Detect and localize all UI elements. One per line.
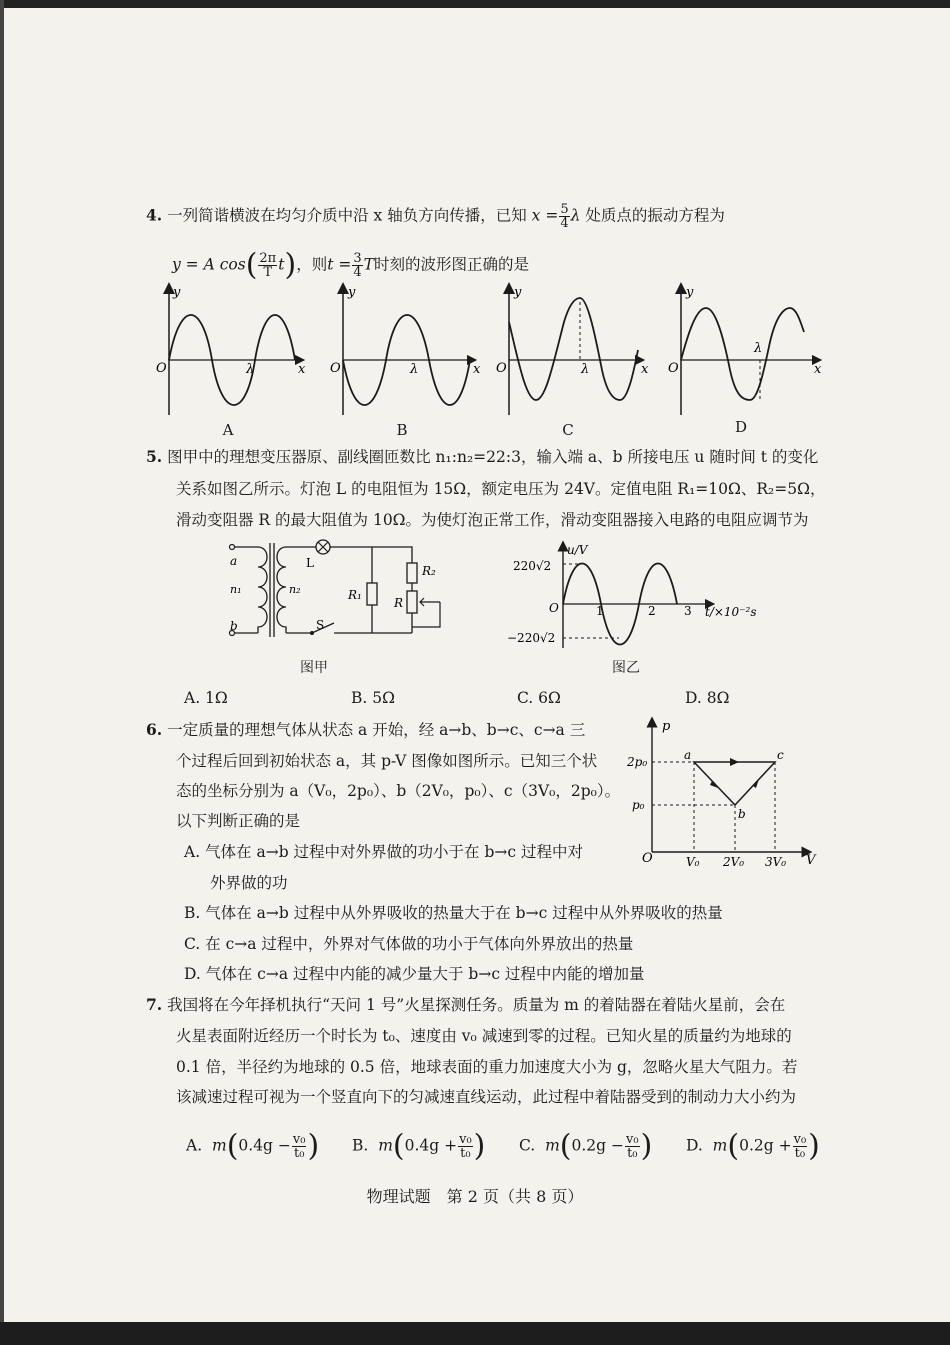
- circuit-label-n2: n₂: [289, 583, 301, 596]
- q6-point-a: a: [684, 748, 692, 762]
- q4-eq-fraction: [258, 252, 277, 279]
- q4-text4: 时刻的波形图正确的是: [373, 255, 529, 274]
- q6-option-a-line1: A. 气体在 a→b 过程中对外界做的功小于在 b→c 过程中对: [184, 843, 583, 861]
- q7-b-m: m: [378, 1136, 393, 1155]
- paren-left: (: [226, 1128, 239, 1164]
- q5-line3: 滑动变阻器 R 的最大阻值为 10Ω。为使灯泡正常工作，滑动变阻器接入电路的电阻应调节为: [176, 511, 809, 529]
- scan-edge-top: [0, 0, 950, 8]
- q4-d-origin: O: [668, 361, 679, 376]
- q4-a-lambda: λ: [246, 362, 255, 377]
- q4-b-lambda: λ: [410, 362, 419, 377]
- paren-right: ): [640, 1128, 653, 1164]
- paren-right: ): [808, 1128, 820, 1164]
- q6-origin: O: [642, 851, 653, 866]
- q7-option-a: [186, 1128, 320, 1164]
- q7-option-d: [686, 1128, 820, 1164]
- q6-tick-v0: V₀: [686, 855, 700, 869]
- q5-caption-yi: 图乙: [612, 660, 640, 676]
- q4-a-y-label: y: [173, 285, 181, 300]
- q7-a-num: v₀: [292, 1132, 306, 1147]
- q4-t-frac-num: 3: [353, 251, 362, 266]
- q4-option-b: B: [396, 421, 408, 439]
- q4-graph-d: [668, 285, 822, 415]
- q6-number: 6.: [146, 720, 163, 739]
- q7-option-b: [352, 1128, 486, 1164]
- q7-number: 7.: [146, 995, 163, 1014]
- q4-b-x-label: x: [473, 362, 481, 377]
- q4-t-fraction: [352, 252, 362, 279]
- q5-circuit-diagram: [222, 535, 452, 645]
- q5-graph-ylabel: u/V: [567, 543, 588, 557]
- q4-eq-frac-num: 2π: [259, 251, 277, 266]
- q4-x-eq: x =: [531, 206, 559, 225]
- q4-lambda: λ: [570, 206, 581, 225]
- q6-line1: [146, 720, 585, 740]
- circuit-label-R: R: [394, 596, 404, 610]
- q4-c-x-label: x: [641, 362, 649, 377]
- q7-d-den: t₀: [794, 1146, 806, 1161]
- q6-line3: 态的坐标分别为 a（V₀，2p₀）、b（2V₀，p₀）、c（3V₀，2p₀）。: [176, 782, 621, 800]
- paren-left: (: [727, 1128, 740, 1164]
- q4-option-c: C: [562, 421, 574, 439]
- paren-left: (: [559, 1128, 572, 1164]
- q6-tick-2v0: 2V₀: [723, 855, 745, 869]
- q7-a-den: t₀: [293, 1146, 305, 1161]
- q4-frac-num: 5: [560, 202, 569, 217]
- q7-d-frac: [793, 1133, 808, 1160]
- q5-graph-tick-3: 3: [684, 604, 692, 618]
- scan-edge-bottom: [0, 1322, 950, 1345]
- q7-a-letter: A.: [186, 1136, 203, 1155]
- q5-option-c: C. 6Ω: [517, 689, 561, 707]
- q7-c-frac: [625, 1133, 640, 1160]
- q4-option-a: A: [222, 421, 234, 439]
- q6-tick-p0: p₀: [632, 798, 645, 812]
- paren-right: ): [473, 1128, 486, 1164]
- q6-line1-text: 一定质量的理想气体从状态 a 开始，经 a→b、b→c、c→a 三: [167, 721, 586, 739]
- q5-line2: 关系如图乙所示。灯泡 L 的电阻恒为 15Ω，额定电压为 24V。定值电阻 R₁=10Ω、R₂=5Ω，: [176, 480, 826, 498]
- q4-line1: [146, 203, 725, 230]
- q7-d-letter: D.: [686, 1136, 703, 1155]
- q4-graph-b: [330, 285, 481, 415]
- paren-left: (: [245, 247, 258, 283]
- q4-c-origin: O: [496, 361, 507, 376]
- q4-eq-y: y = A cos: [172, 255, 246, 274]
- q4-graph-c: [496, 285, 649, 415]
- circuit-label-a: a: [230, 554, 238, 568]
- q5-graph-tick-2: 2: [648, 604, 656, 618]
- q7-line4: 该减速过程可视为一个竖直向下的匀减速直线运动，此过程中着陆器受到的制动力大小约为: [176, 1088, 797, 1106]
- q6-line2: 个过程后回到初始状态 a，其 p-V 图像如图所示。已知三个状: [176, 752, 598, 770]
- q4-graph-a: [156, 285, 306, 415]
- q6-option-b: B. 气体在 a→b 过程中从外界吸收的热量大于在 b→c 过程中从外界吸收的热量: [184, 904, 723, 922]
- q7-line3: 0.1 倍，半径约为地球的 0.5 倍，地球表面的重力加速度大小为 g，忽略火星大气阻力。若: [176, 1058, 798, 1076]
- circuit-label-b: b: [230, 619, 238, 633]
- q4-eq-t: t: [278, 255, 285, 274]
- q7-line2: 火星表面附近经历一个时长为 t₀、速度由 v₀ 减速到零的过程。已知火星的质量约为地球的: [176, 1027, 792, 1045]
- q4-line2: [172, 247, 529, 283]
- q7-a-inner: 0.4g −: [238, 1136, 291, 1155]
- q7-b-letter: B.: [352, 1136, 369, 1155]
- q4-a-origin: O: [156, 361, 167, 376]
- page-footer: 物理试题 第 2 页（共 8 页）: [366, 1187, 584, 1206]
- q7-option-c: [519, 1128, 653, 1164]
- q4-text3: ，则: [296, 255, 328, 274]
- q5-graph-tick-1: 1: [596, 604, 604, 618]
- q4-frac-den: 4: [560, 216, 569, 231]
- q7-a-m: m: [211, 1136, 227, 1155]
- q6-tick-2p0: 2p₀: [627, 755, 648, 769]
- q4-t-frac-den: 4: [353, 265, 362, 280]
- q7-b-den: t₀: [460, 1146, 471, 1161]
- q5-caption-jia: 图甲: [300, 660, 328, 676]
- q4-b-origin: O: [330, 361, 341, 376]
- q4-c-y-label: y: [514, 285, 522, 300]
- q7-d-m: m: [712, 1136, 728, 1155]
- paren-left: (: [392, 1128, 405, 1164]
- q4-t-eq: t =: [327, 255, 352, 274]
- q7-b-frac: [458, 1133, 473, 1160]
- q4-text1: 一列简谐横波在均匀介质中沿 x 轴负方向传播，已知: [167, 206, 527, 225]
- q4-option-d: D: [734, 418, 748, 436]
- q4-text2: 处质点的振动方程为: [585, 206, 725, 225]
- q4-d-y-label: y: [686, 285, 694, 300]
- q4-wave-graphs: [140, 280, 840, 420]
- q5-number: 5.: [146, 447, 163, 466]
- q4-b-y-label: y: [348, 285, 356, 300]
- q5-graph-ymin: −220√2: [507, 631, 556, 645]
- q5-graph-origin: O: [549, 601, 559, 615]
- q6-option-c: C. 在 c→a 过程中，外界对气体做的功小于气体向外界放出的热量: [184, 935, 634, 953]
- q7-c-letter: C.: [519, 1136, 536, 1155]
- q4-number: 4.: [146, 205, 163, 225]
- q7-c-inner: 0.2g −: [571, 1136, 625, 1155]
- q6-axis-V: V: [806, 853, 816, 868]
- q4-t-T: T: [363, 255, 374, 274]
- q5-line1-text: 图甲中的理想变压器原、副线圈匝数比 n₁:n₂=22:3，输入端 a、b 所接电压 u 随时间 t 的变化: [167, 448, 819, 466]
- circuit-label-L: L: [306, 556, 314, 570]
- q6-point-b: b: [738, 807, 746, 821]
- q6-pv-diagram: [622, 712, 822, 872]
- paren-right: ): [284, 247, 297, 283]
- paren-right: ): [307, 1128, 320, 1164]
- q7-b-inner: 0.4g +: [404, 1136, 458, 1155]
- q4-eq-frac-den: T: [263, 265, 273, 280]
- q5-option-d: D. 8Ω: [685, 689, 730, 707]
- q5-voltage-graph: [505, 540, 775, 650]
- q5-option-a: A. 1Ω: [184, 689, 228, 707]
- q6-option-a-line2: 外界做的功: [210, 874, 288, 892]
- q6-point-c: c: [777, 748, 784, 762]
- circuit-label-R2: R₂: [422, 564, 436, 578]
- q7-line1-text: 我国将在今年择机执行“天问 1 号”火星探测任务。质量为 m 的着陆器在着陆火星前，会在: [167, 996, 786, 1014]
- q4-a-x-label: x: [298, 362, 306, 377]
- q6-line4: 以下判断正确的是: [176, 812, 301, 830]
- q5-line1: [146, 447, 818, 467]
- q7-line1: [146, 995, 785, 1015]
- q7-d-num: v₀: [793, 1132, 807, 1147]
- q4-c-lambda: λ: [581, 362, 590, 377]
- q7-c-num: v₀: [626, 1132, 639, 1147]
- q5-graph-ymax: 220√2: [513, 559, 552, 573]
- scan-edge-left: [0, 0, 4, 1345]
- q7-c-m: m: [545, 1136, 560, 1155]
- q7-c-den: t₀: [627, 1146, 638, 1161]
- q6-option-d: D. 气体在 c→a 过程中内能的减少量大于 b→c 过程中内能的增加量: [184, 965, 645, 983]
- q5-option-b: B. 5Ω: [351, 689, 395, 707]
- q4-d-lambda: λ: [754, 341, 763, 356]
- q5-graph-xlabel: t/×10⁻²s: [705, 605, 757, 619]
- q7-b-num: v₀: [459, 1132, 472, 1147]
- q7-d-inner: 0.2g +: [739, 1136, 792, 1155]
- q6-axis-p: p: [662, 719, 671, 734]
- q4-fraction: [559, 203, 569, 230]
- circuit-label-n1: n₁: [230, 583, 242, 596]
- q4-d-x-label: x: [814, 362, 822, 377]
- q6-tick-3v0: 3V₀: [765, 855, 787, 869]
- circuit-label-S: S: [316, 618, 325, 632]
- circuit-label-R1: R₁: [348, 588, 362, 602]
- q7-a-frac: [292, 1133, 307, 1160]
